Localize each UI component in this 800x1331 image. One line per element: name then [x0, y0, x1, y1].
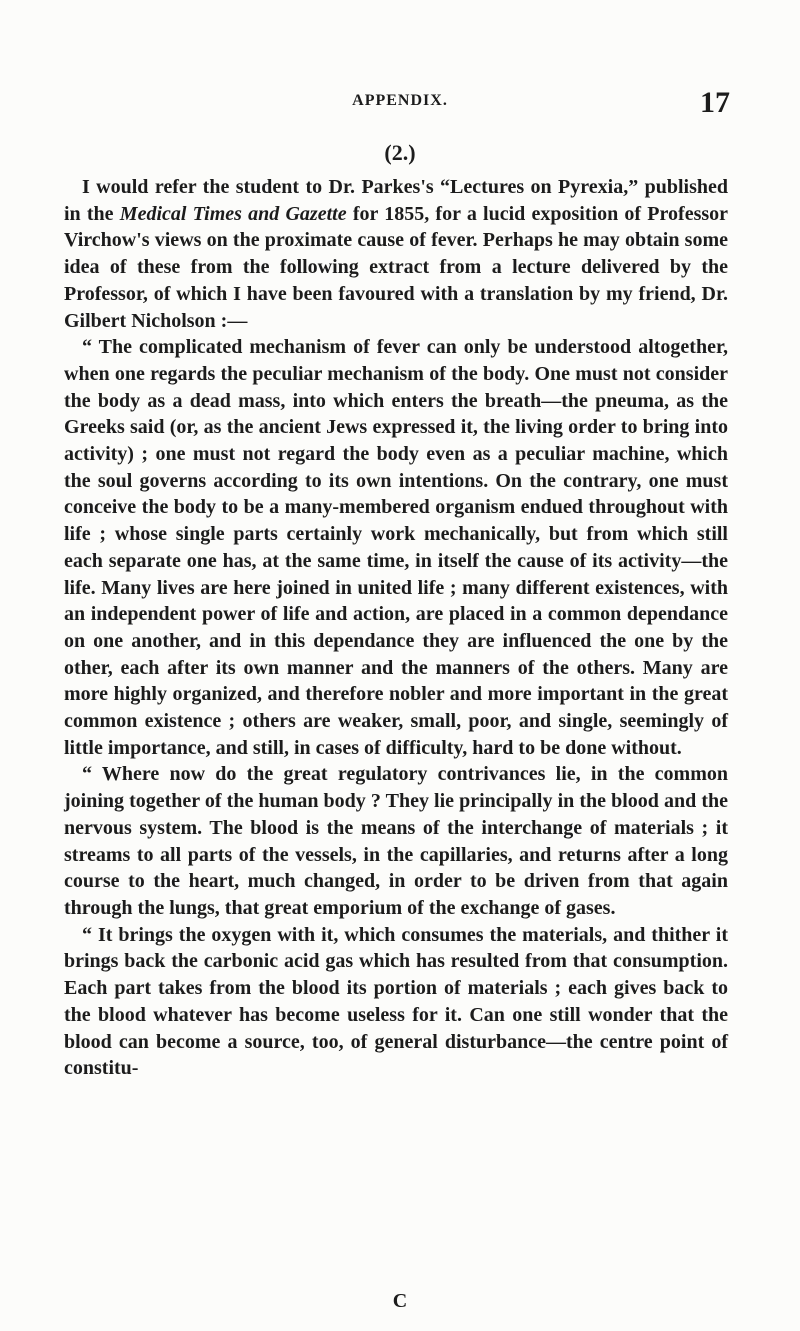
- paragraph-3: “ Where now do the great regulatory contrivances lie, in the common joining together of the human body ? They lie principally in the blood and the nervous system. The blood is the means of the interchange of materials ; it streams to all parts of the vessels, in the capillaries, and returns after a long course to the heart, much changed, in order to be driven from that again through the lungs, that great emporium of the exchange of gases.: [64, 763, 728, 919]
- body-text: [64, 174, 728, 1082]
- signature-mark: C: [392, 1290, 408, 1312]
- page-header: [60, 86, 740, 126]
- section-number: (2.): [384, 140, 416, 165]
- paragraph-1-text-a: I would refer the student to Dr. Parkes's “Lectures on Pyrexia,” published in the: [64, 176, 728, 225]
- paragraph-1: [64, 174, 728, 334]
- paragraph-4: “ It brings the oxygen with it, which consumes the materials, and thither it brings back the carbonic acid gas which has resulted from that consumption. Each part takes from the blood its portion of materials ; each gives back to the blood whatever has become useless for it. Can one still wonder that the blood can become a source, too, of general disturbance—the centre point of constitu-: [64, 923, 728, 1080]
- journal-title: Medical Times and Gazette: [119, 202, 347, 225]
- paragraph-2: “ The complicated mechanism of fever can only be understood altogether, when one regards the peculiar mechanism of the body. One must not consider the body as a dead mass, into which enters the breath—the pneuma, as the Greeks said (or, as the ancient Jews expressed it, the living order to bring into activity) ; one must not regard the body even as a peculiar machine, which the soul governs according to its own intentions. On the contrary, one must conceive the body to be a many-membered organism endued throughout with life ; whose single parts certainly work mechanically, but from which still each separate one has, at the same time, in itself the cause of its activity—the life. Many lives are here joined in united life ; many different existences, with an independent power of life and action, are placed in a common dependance on one another, and in this dependance they are influenced the one by the other, each after its own manner and the manners of the others. Many are more highly organized, and therefore nobler and more important in the great common existence ; others are weaker, small, poor, and single, seemingly of little importance, and still, in cases of difficulty, hard to be done without.: [64, 336, 728, 759]
- running-title: APPENDIX.: [352, 92, 448, 109]
- paragraph-1-text-b: for 1855, for a lucid exposition of Professor Virchow's views on the proximate cause of fever. Perhaps he may obtain some idea of these from the following extract from a lecture delivered by the Professor, of which I have been favoured with a translation by my friend, Dr. Gilbert Nicholson :—: [64, 202, 729, 332]
- page-number: 17: [700, 86, 730, 119]
